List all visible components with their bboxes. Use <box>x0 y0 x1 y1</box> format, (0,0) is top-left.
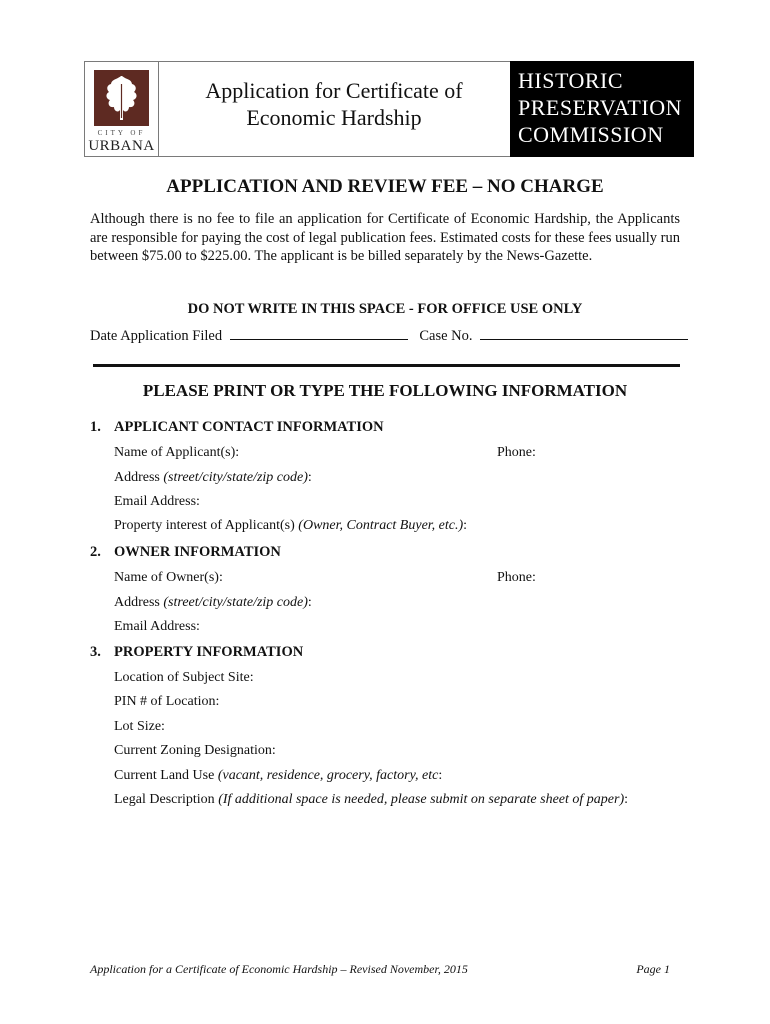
section-1-number: 1. <box>90 419 101 435</box>
site-location-label: Location of Subject Site: <box>114 670 254 685</box>
footer-page-number: Page 1 <box>636 962 670 976</box>
applicant-email-label: Email Address: <box>114 494 200 509</box>
owner-address-colon: : <box>307 595 312 610</box>
land-use-colon: : <box>438 768 443 783</box>
land-use-hint: (vacant, residence, grocery, factory, etc <box>217 768 439 783</box>
case-no-field[interactable] <box>480 327 688 340</box>
date-filed-field[interactable] <box>230 327 408 340</box>
owner-address-hint: (street/city/state/zip code) <box>163 595 308 610</box>
pin-label: PIN # of Location: <box>114 694 220 709</box>
applicant-interest-text: Property interest of Applicant(s) <box>114 518 299 533</box>
applicant-interest-colon: : <box>463 518 468 533</box>
applicant-name-label: Name of Applicant(s): <box>114 445 240 460</box>
lot-size-label: Lot Size: <box>114 719 165 734</box>
legal-description-colon: : <box>624 792 629 807</box>
legal-description-text: Legal Description <box>114 792 219 807</box>
owner-address-label <box>114 595 312 611</box>
section-divider <box>93 364 680 367</box>
document-header <box>84 61 694 157</box>
applicant-address-label <box>114 470 312 486</box>
legal-description-label <box>114 792 628 808</box>
section-3-number: 3. <box>90 644 101 660</box>
city-logo <box>84 61 159 157</box>
logo-city-of: CITY OF <box>97 129 146 137</box>
applicant-address-text: Address <box>114 470 164 485</box>
section-1-label: APPLICANT CONTACT INFORMATION <box>114 419 384 435</box>
applicant-address-hint: (street/city/state/zip code) <box>163 470 308 485</box>
commission-line-1: HISTORIC <box>518 68 624 93</box>
applicant-interest-hint: (Owner, Contract Buyer, etc.) <box>298 518 464 533</box>
date-filed-label: Date Application Filed <box>90 328 223 344</box>
zoning-label: Current Zoning Designation: <box>114 743 276 758</box>
form-title-line-1: Application for Certificate of <box>205 78 463 103</box>
owner-address-text: Address <box>114 595 164 610</box>
section-2-number: 2. <box>90 544 101 560</box>
commission-name <box>518 67 682 148</box>
case-no-label: Case No. <box>419 328 473 344</box>
land-use-label <box>114 768 442 784</box>
legal-description-hint: (If additional space is needed, please submit on separate sheet of paper) <box>218 792 625 807</box>
applicant-phone-label: Phone: <box>497 445 536 460</box>
section-2-label: OWNER INFORMATION <box>114 544 281 560</box>
commission-badge <box>510 61 694 157</box>
applicant-interest-label <box>114 518 467 534</box>
owner-phone-label: Phone: <box>497 570 536 585</box>
logo-urbana: URBANA <box>88 138 155 154</box>
fee-paragraph: Although there is no fee to file an application for Certificate of Economic Hardship, the Applicants are responsible for paying the cost of legal publication fees. Estimated costs for these fees usually run between $75.00 to $225.00. The applicant is be billed separately by the News-Gazette. <box>90 211 680 265</box>
commission-line-2: PRESERVATION <box>518 95 682 120</box>
office-use-row <box>90 327 680 345</box>
owner-name-label: Name of Owner(s): <box>114 570 223 585</box>
applicant-address-colon: : <box>307 470 312 485</box>
footer-revision: Application for a Certificate of Economic Hardship – Revised November, 2015 <box>90 962 468 976</box>
section-3-label: PROPERTY INFORMATION <box>114 644 304 660</box>
office-use-heading: DO NOT WRITE IN THIS SPACE - FOR OFFICE USE ONLY <box>187 301 583 317</box>
owner-email-label: Email Address: <box>114 619 200 634</box>
land-use-text: Current Land Use <box>114 768 218 783</box>
form-title-box <box>158 61 510 157</box>
oak-leaf-icon <box>94 70 149 126</box>
form-title <box>158 77 510 131</box>
form-title-line-2: Economic Hardship <box>246 105 422 130</box>
commission-line-3: COMMISSION <box>518 122 664 147</box>
section-1-title <box>90 419 384 436</box>
section-3-title <box>90 644 303 661</box>
print-instructions-heading: PLEASE PRINT OR TYPE THE FOLLOWING INFORMATION <box>142 381 628 400</box>
fee-heading: APPLICATION AND REVIEW FEE – NO CHARGE <box>166 176 604 197</box>
section-2-title <box>90 544 281 561</box>
